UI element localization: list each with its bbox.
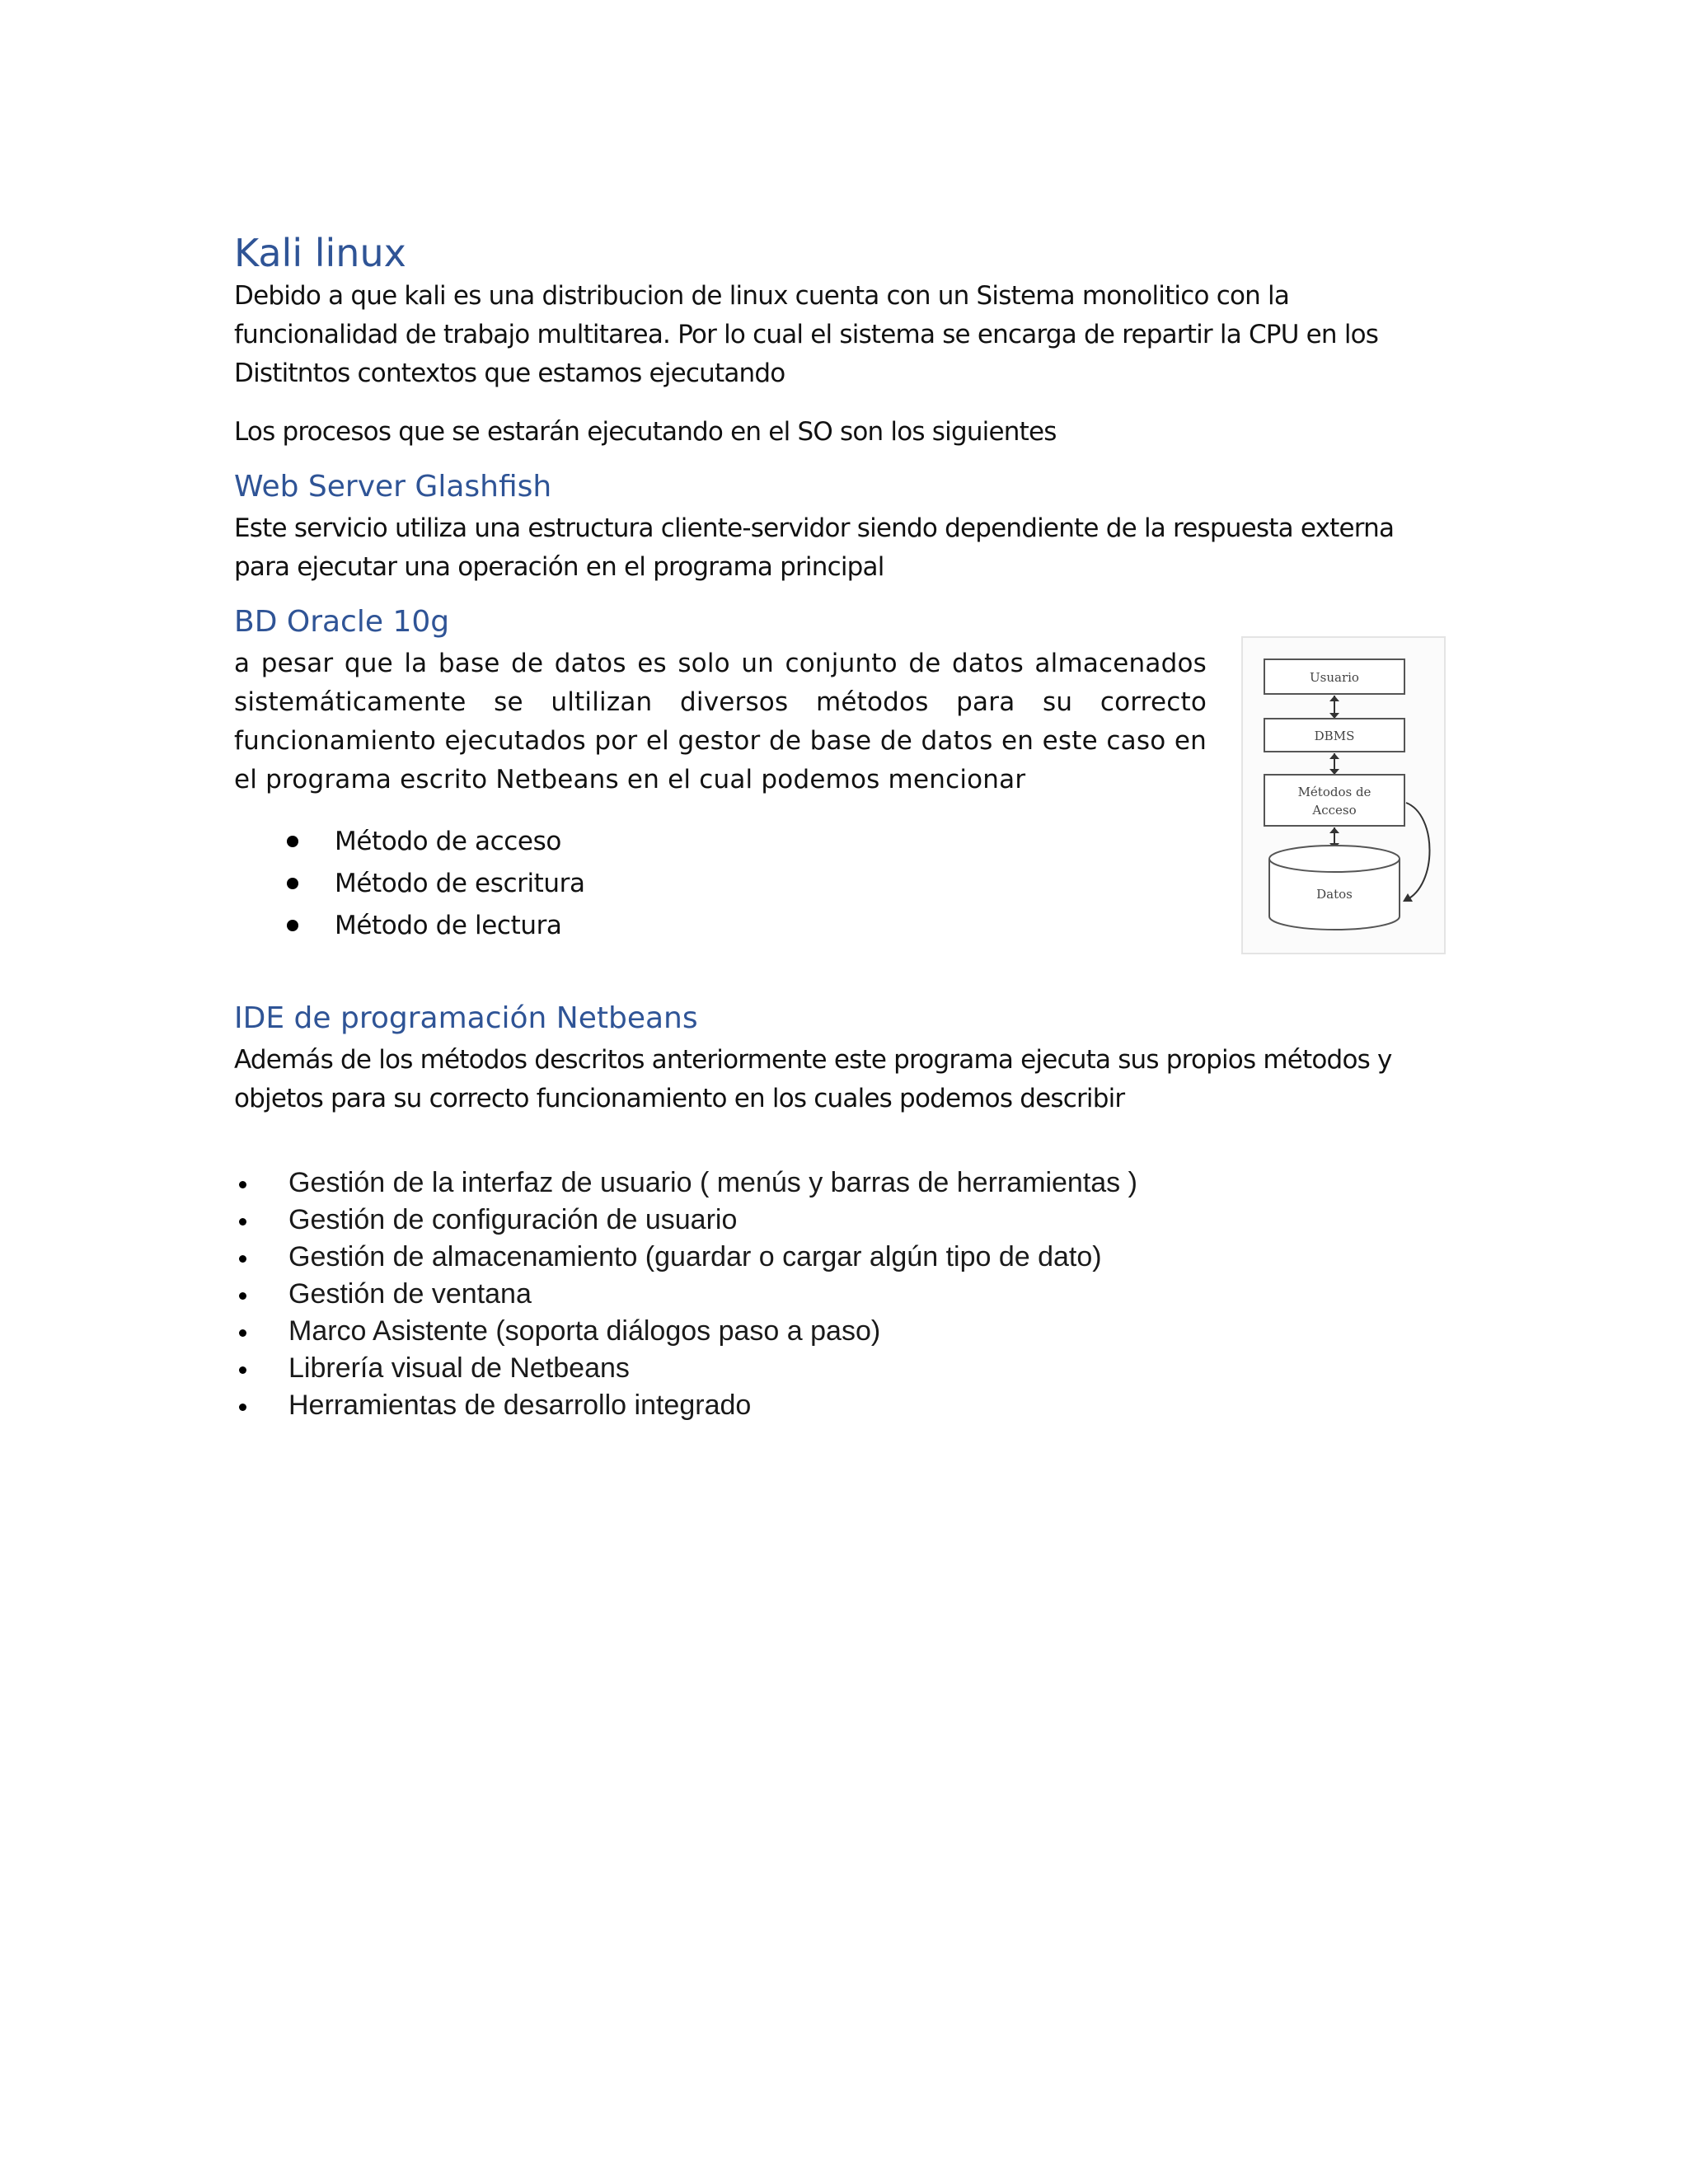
processes-intro: Los procesos que se estarán ejecutando en el SO son los siguientes (234, 417, 1057, 447)
heading-ide-netbeans: IDE de programación Netbeans (234, 1001, 698, 1035)
bullet-icon (239, 1329, 246, 1337)
dbms-diagram-svg (1243, 638, 1444, 953)
datos-cylinder-top (1269, 846, 1400, 872)
bullet-icon (239, 1255, 246, 1263)
list-item-text: Marco Asistente (soporta diálogos paso a paso) (288, 1315, 881, 1347)
bullet-icon (239, 1292, 246, 1300)
list-item (234, 1202, 1421, 1239)
bullet-icon (287, 920, 298, 931)
dbms-diagram (1241, 636, 1446, 954)
list-item-text: Gestión de ventana (288, 1278, 532, 1310)
ide-feature-list (234, 1165, 1421, 1424)
bullet-icon (287, 878, 298, 889)
oracle-section (234, 644, 1421, 947)
ide-paragraph: Además de los métodos descritos anteriormente este programa ejecuta sus propios métodos y objetos para su correcto funcionamiento en los cuales podemos describir (234, 1045, 1392, 1113)
acceso-label: Acceso (1312, 803, 1357, 818)
bullet-icon (239, 1218, 246, 1226)
metodos-acceso-box (1264, 775, 1404, 826)
heading-kali-linux: Kali linux (234, 231, 406, 275)
list-item (234, 1313, 1421, 1350)
list-item (234, 1387, 1421, 1424)
heading-oracle: BD Oracle 10g (234, 605, 450, 639)
heading-web-server: Web Server Glashfish (234, 470, 552, 504)
bullet-icon (239, 1181, 246, 1188)
list-item-text: Librería visual de Netbeans (288, 1352, 630, 1384)
oracle-paragraph: a pesar que la base de datos es solo un conjunto de datos almacenados sistemáticamente se ultilizan diversos métodos para su correcto funcionamiento ejecutados por el gestor de base de datos en este caso en el programa escrito Netbeans en el cual podemos mencionar (234, 649, 1207, 794)
usuario-label: Usuario (1310, 670, 1359, 685)
bullet-icon (287, 836, 298, 847)
datos-label: Datos (1316, 887, 1353, 902)
bullet-icon (239, 1404, 246, 1411)
list-item (234, 1165, 1421, 1202)
list-item-text: Método de escritura (335, 869, 585, 898)
list-item-text: Método de lectura (335, 911, 562, 940)
loop-arrow (1406, 803, 1430, 900)
list-item-text: Herramientas de desarrollo integrado (288, 1390, 752, 1421)
dbms-label: DBMS (1314, 729, 1355, 743)
list-item-text: Gestión de configuración de usuario (288, 1204, 738, 1235)
list-item (234, 1239, 1421, 1276)
list-item (234, 1350, 1421, 1387)
list-item (234, 1276, 1421, 1313)
kali-paragraph: Debido a que kali es una distribucion de linux cuenta con un Sistema monolitico con la funcionalidad de trabajo multitarea. Por lo cual el sistema se encarga de repartir la CPU en los Distitntos contextos que estamos ejecutando (234, 281, 1379, 388)
glassfish-paragraph: Este servicio utiliza una estructura cliente-servidor siendo dependiente de la respuesta externa para ejecutar una operación en el programa principal (234, 513, 1395, 582)
list-item-text: Gestión de almacenamiento (guardar o cargar algún tipo de dato) (288, 1241, 1102, 1272)
bullet-icon (239, 1366, 246, 1374)
metodos-label: Métodos de (1297, 785, 1372, 799)
list-item-text: Gestión de la interfaz de usuario ( menús y barras de herramientas ) (288, 1167, 1137, 1198)
list-item-text: Método de acceso (335, 827, 561, 856)
document-content (234, 223, 1421, 1424)
